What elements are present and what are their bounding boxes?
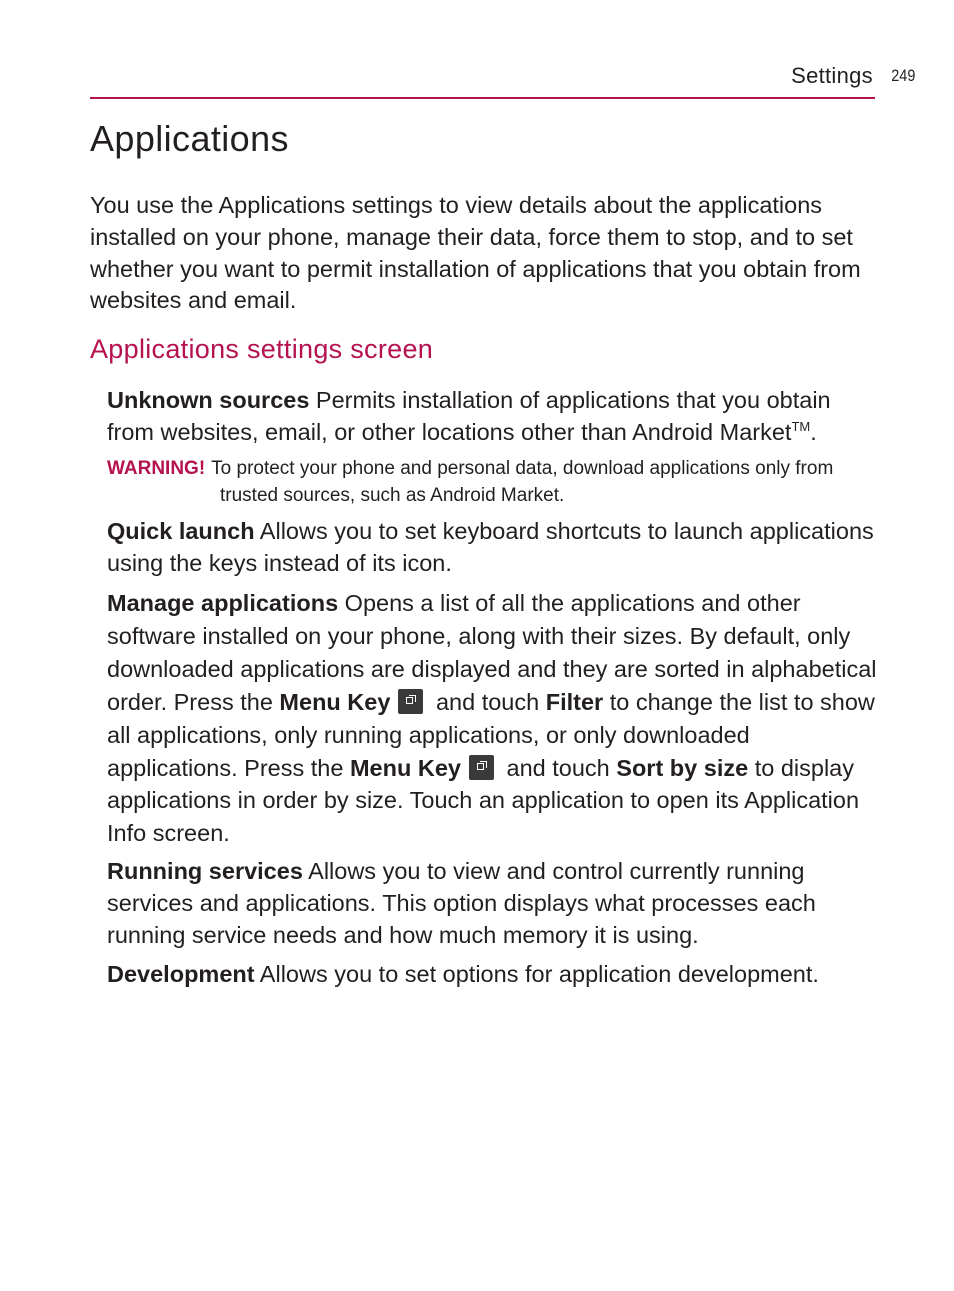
warning-note [107, 456, 877, 509]
desc-manage-3: to change the list to show all applications, only running applications, or only downloaded applications. Press the [107, 688, 875, 781]
term-development: Development [107, 961, 255, 987]
desc-development: Allows you to set options for application development. [254, 961, 819, 987]
section-subheading: Applications settings screen [90, 334, 434, 364]
menu-key-label-2: Menu Key [349, 754, 461, 781]
desc-unknown-sources: Permits installation of applications that you obtain from websites, email, or other locations other than Android Market [107, 387, 831, 445]
menu-key-icon [469, 755, 494, 780]
term-quick-launch: Quick launch [107, 518, 255, 544]
filter-label: Filter [545, 688, 604, 715]
header-rule [90, 97, 875, 99]
desc-manage-1: Opens a list of all the applications and other software installed on your phone, along with their sizes. By default, only downloaded applications are displayed and they are sorted in alphabetical order. Press the [107, 590, 877, 715]
page-header [90, 60, 915, 100]
sentence-end: . [810, 418, 817, 445]
warning-text: To protect your phone and personal data, download applications only from trusted sources, such as Android Market. [211, 458, 834, 506]
term-running-services: Running services [107, 858, 303, 884]
menu-key-icon [398, 689, 423, 714]
section-name: Settings [791, 63, 873, 88]
desc-quick-launch: Allows you to set keyboard shortcuts to launch applications using the keys instead of its icon. [107, 518, 874, 576]
intro-paragraph: You use the Applications settings to view details about the applications installed on your phone, manage their data, force them to stop, and to set whether you want to permit installation of applications that you obtain from websites and email. [90, 192, 861, 314]
item-unknown-sources [107, 385, 879, 449]
desc-manage-4: and touch [499, 754, 617, 781]
desc-running-services: Allows you to view and control currently running services and applications. This option displays what processes each running service needs and how much memory it is using. [107, 858, 816, 948]
term-manage-applications: Manage applications [107, 590, 339, 616]
sort-by-size-label: Sort by size [616, 754, 749, 781]
item-development [107, 959, 879, 991]
page-title: Applications [90, 118, 289, 159]
term-unknown-sources: Unknown sources [107, 387, 310, 413]
warning-label: WARNING! [107, 458, 206, 479]
item-running-services [107, 856, 879, 951]
item-manage-applications [107, 587, 879, 850]
desc-manage-2: and touch [429, 688, 546, 715]
item-quick-launch [107, 516, 879, 580]
menu-key-label-1: Menu Key [279, 688, 391, 715]
trademark-mark: TM [791, 418, 811, 434]
desc-manage-5: to display applications in order by size. Touch an application to open its Application Info screen. [107, 754, 860, 847]
page-number: 249 [890, 66, 915, 85]
